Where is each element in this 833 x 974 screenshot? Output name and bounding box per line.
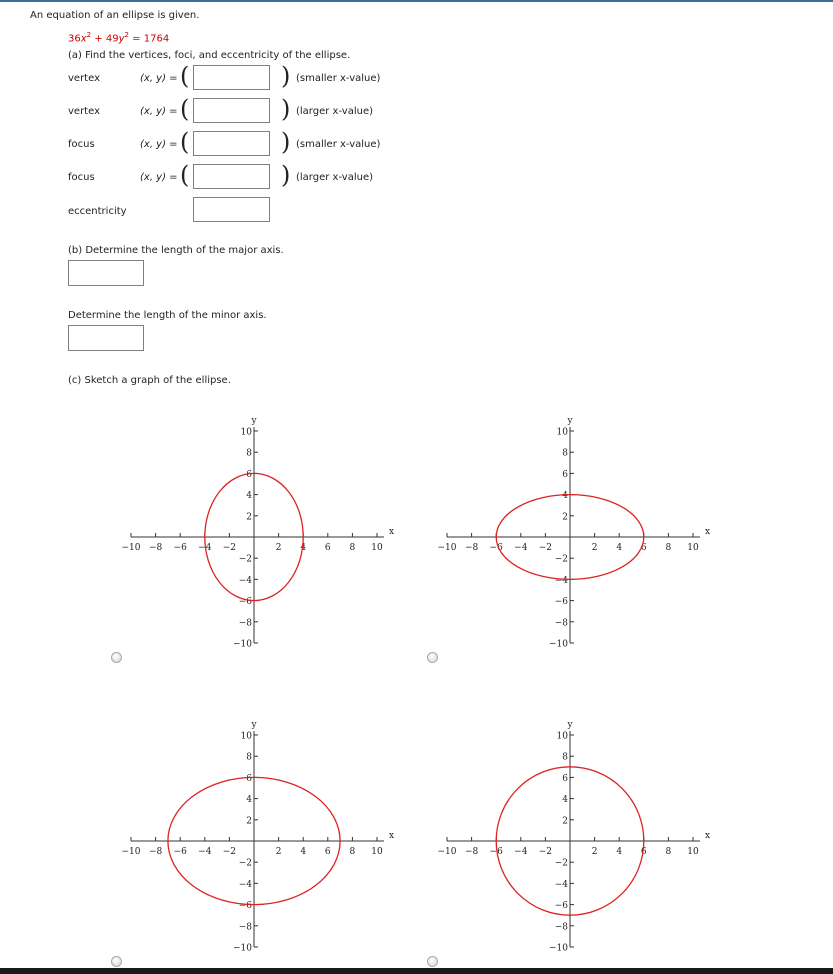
graph-option-1 — [120, 385, 395, 665]
y-tick-label: −8 — [554, 618, 568, 629]
x-tick-label: 4 — [300, 847, 307, 857]
x-tick-label: 4 — [616, 847, 623, 857]
x-tick-label: −8 — [464, 543, 479, 553]
y-tick-label: 8 — [246, 448, 252, 459]
x-tick-label: 6 — [324, 543, 331, 553]
x-tick-label: 8 — [349, 543, 356, 553]
x-tick-label: 4 — [300, 543, 307, 553]
x-tick-label: −4 — [198, 847, 212, 857]
row-note: (larger x-value) — [296, 172, 374, 183]
row-label: vertex — [68, 106, 100, 117]
x-tick-label: −2 — [538, 543, 553, 553]
x-tick-label: −8 — [464, 847, 479, 857]
vertex-smaller-input[interactable] — [193, 65, 270, 90]
y-tick-label: −2 — [238, 554, 252, 565]
minor-axis-input[interactable] — [68, 325, 144, 351]
open-paren: ( — [180, 95, 190, 123]
ellipse-equation: $36x^2 + 49y^2 = 1764$ — [68, 31, 170, 45]
y-tick-label: 2 — [562, 816, 568, 827]
x-tick-label: 6 — [640, 543, 647, 553]
graph-option-2 — [436, 385, 711, 665]
y-axis-label: y — [567, 416, 573, 426]
y-tick-label: 6 — [562, 773, 568, 784]
xy-label: (x, y) = — [140, 73, 178, 84]
y-tick-label: 2 — [562, 512, 568, 523]
open-paren: ( — [180, 161, 190, 189]
x-tick-label: 8 — [349, 847, 356, 857]
xy-label: (x, y) = — [140, 172, 178, 183]
row-note: (smaller x-value) — [296, 139, 381, 150]
close-paren: ) — [281, 62, 291, 90]
close-paren: ) — [281, 95, 291, 123]
close-paren: ) — [281, 128, 291, 156]
graph-option-4 — [436, 689, 711, 969]
x-tick-label: −10 — [121, 543, 141, 553]
x-tick-label: −6 — [173, 847, 187, 857]
x-tick-label: 8 — [665, 543, 672, 553]
eccentricity-label: eccentricity — [68, 206, 127, 217]
x-axis-label: x — [705, 831, 711, 841]
y-tick-label: −10 — [549, 639, 568, 650]
row-note: (larger x-value) — [296, 106, 374, 117]
x-axis-label: x — [389, 831, 395, 841]
x-tick-label: 2 — [275, 543, 282, 553]
xy-label: (x, y) = — [140, 139, 178, 150]
y-tick-label: −10 — [233, 943, 252, 954]
y-tick-label: 8 — [246, 752, 252, 763]
y-tick-label: 8 — [562, 448, 568, 459]
open-paren: ( — [180, 128, 190, 156]
y-tick-label: −6 — [238, 901, 252, 912]
y-tick-label: 10 — [556, 731, 568, 742]
y-tick-label: −2 — [238, 858, 252, 869]
x-axis-label: x — [705, 527, 711, 537]
xy-label: (x, y) = — [140, 106, 178, 117]
x-tick-label: −2 — [222, 543, 237, 553]
x-tick-label: −6 — [489, 543, 503, 553]
row-label: focus — [68, 139, 95, 150]
x-tick-label: −10 — [437, 543, 457, 553]
y-tick-label: −2 — [554, 554, 568, 565]
y-tick-label: −6 — [238, 597, 252, 608]
y-tick-label: 6 — [246, 773, 252, 784]
x-tick-label: −4 — [514, 847, 528, 857]
y-axis-label: y — [251, 416, 257, 426]
x-tick-label: 2 — [275, 847, 282, 857]
x-tick-label: 8 — [665, 847, 672, 857]
y-tick-label: −4 — [238, 575, 252, 586]
y-axis-label: y — [567, 720, 573, 730]
y-tick-label: 4 — [562, 491, 568, 502]
x-tick-label: −4 — [198, 543, 212, 553]
close-paren: ) — [281, 161, 291, 189]
y-tick-label: 4 — [562, 795, 568, 806]
y-tick-label: −8 — [554, 922, 568, 933]
y-tick-label: −6 — [554, 901, 568, 912]
eccentricity-input[interactable] — [193, 197, 270, 222]
x-tick-label: 6 — [324, 847, 331, 857]
intro-text: An equation of an ellipse is given. — [30, 10, 200, 21]
x-tick-label: −2 — [222, 847, 237, 857]
focus-smaller-input[interactable] — [193, 131, 270, 156]
y-tick-label: 4 — [246, 795, 252, 806]
x-tick-label: 10 — [687, 847, 699, 857]
x-tick-label: −8 — [148, 543, 163, 553]
x-tick-label: −6 — [489, 847, 503, 857]
y-tick-label: 6 — [246, 469, 252, 480]
x-tick-label: −6 — [173, 543, 187, 553]
x-tick-label: −4 — [514, 543, 528, 553]
part-a-prompt: (a) Find the vertices, foci, and eccentricity of the ellipse. — [68, 50, 351, 61]
bottom-bar — [0, 968, 833, 974]
vertex-larger-input[interactable] — [193, 98, 270, 123]
top-border — [0, 0, 833, 2]
x-tick-label: 10 — [371, 847, 383, 857]
y-tick-label: −4 — [238, 879, 252, 890]
y-tick-label: 6 — [562, 469, 568, 480]
open-paren: ( — [180, 62, 190, 90]
y-tick-label: 10 — [240, 731, 252, 742]
x-tick-label: 6 — [640, 847, 647, 857]
major-axis-input[interactable] — [68, 260, 144, 286]
y-tick-label: −4 — [554, 879, 568, 890]
x-tick-label: −10 — [437, 847, 457, 857]
y-tick-label: 2 — [246, 816, 252, 827]
y-tick-label: 4 — [246, 491, 252, 502]
part-c-prompt: (c) Sketch a graph of the ellipse. — [68, 375, 231, 386]
x-tick-label: −8 — [148, 847, 163, 857]
graph-option-3 — [120, 689, 395, 969]
x-tick-label: −2 — [538, 847, 553, 857]
y-tick-label: −10 — [549, 943, 568, 954]
y-tick-label: −8 — [238, 618, 252, 629]
x-tick-label: 10 — [371, 543, 383, 553]
focus-larger-input[interactable] — [193, 164, 270, 189]
row-label: focus — [68, 172, 95, 183]
row-note: (smaller x-value) — [296, 73, 381, 84]
y-tick-label: −8 — [238, 922, 252, 933]
x-tick-label: 2 — [591, 543, 598, 553]
y-axis-label: y — [251, 720, 257, 730]
y-tick-label: 8 — [562, 752, 568, 763]
part-b-minor-prompt: Determine the length of the minor axis. — [68, 310, 267, 321]
x-tick-label: −10 — [121, 847, 141, 857]
y-tick-label: −2 — [554, 858, 568, 869]
y-tick-label: −10 — [233, 639, 252, 650]
part-b-major-prompt: (b) Determine the length of the major axis. — [68, 245, 284, 256]
x-tick-label: 4 — [616, 543, 623, 553]
y-tick-label: −4 — [554, 575, 568, 586]
x-axis-label: x — [389, 527, 395, 537]
row-label: vertex — [68, 73, 100, 84]
y-tick-label: 2 — [246, 512, 252, 523]
y-tick-label: −6 — [554, 597, 568, 608]
y-tick-label: 10 — [556, 427, 568, 438]
y-tick-label: 10 — [240, 427, 252, 438]
x-tick-label: 10 — [687, 543, 699, 553]
x-tick-label: 2 — [591, 847, 598, 857]
